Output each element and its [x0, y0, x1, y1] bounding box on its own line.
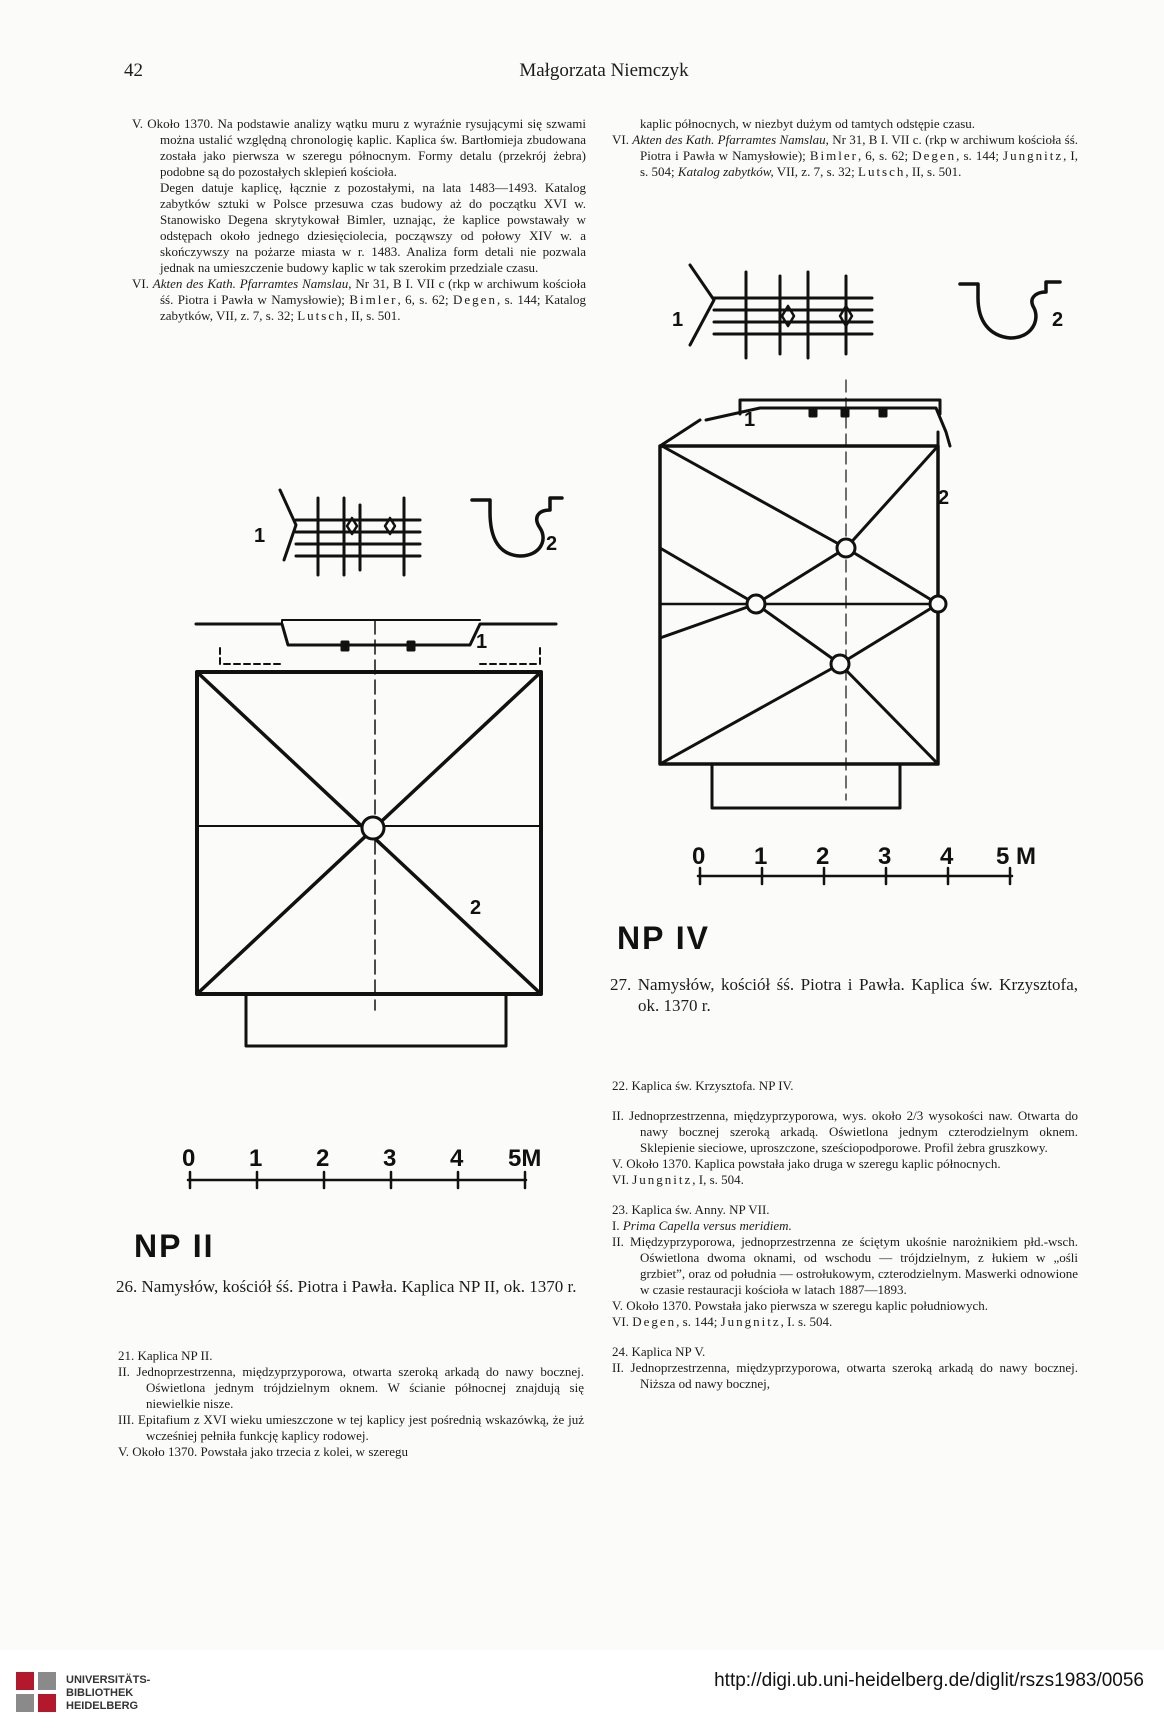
left-para-v: V. Około 1370. Na podstawie analizy wątku muru z wyraźnie rysującymi się szwami można ustalić względną chronologię kaplic. Kaplica św. Bartłomieja zbudowana została jako pierwsza w szeregu północnym. Formy detalu (przekrój żebra) podobne są do pozostałych sklepień kościoła. [132, 116, 586, 179]
np-iv-plan-marker-2: 2 [938, 487, 950, 509]
np-ii-label: NP II [134, 1228, 215, 1264]
section-24-title: 24. Kaplica NP V. [612, 1344, 706, 1359]
scale-tick-2: 2 [816, 843, 830, 870]
left-para-vi: VI. Akten des Kath. Pfarramtes Namslau, Nr 31, B I. VII c (rkp w archiwum kościoła śś. Piotra i Pawła w Namysłowie); Bimler, 6, s. 62; Degen, s. 144; Katalog zabytków, VII, z. 7, s. 32; Lutsch, II, s. 501. [132, 276, 587, 323]
section-22-title: 22. Kaplica św. Krzysztofa. NP IV. [612, 1078, 794, 1093]
section-23-title: 23. Kaplica św. Anny. NP VII. [612, 1202, 770, 1217]
section-22-ii: II. Jednoprzestrzenna, międzyprzyporowa, wys. około 2/3 wysokości naw. Otwarta do nawy bocznej szeroką arkadą. Oświetlona jednym czterodzielnym oknem. Sklepienie sieciowe, uproszczone, sześciopodporowe. Profil żebra gruszkowy. [612, 1108, 1078, 1155]
np-iv-scale-bar [698, 868, 1012, 884]
running-author: Małgorzata Niemczyk [519, 60, 689, 81]
np-ii-plan-marker-1: 1 [476, 631, 488, 653]
section-24-ii: II. Jednoprzestrzenna, międzyprzyporowa, otwarta szeroką arkadą do nawy bocznej. Niższa od nawy bocznej, [612, 1360, 1078, 1391]
section-22-vi: VI. Jungnitz, I, s. 504. [612, 1172, 744, 1187]
np-iv-scale-labels [692, 843, 1036, 870]
scale-tick-3: 3 [383, 1145, 397, 1172]
scale-tick-4: 4 [940, 843, 954, 870]
section-21-iii: III. Epitafium z XVI wieku umieszczone w tej kaplicy jest pośrednią wskazówką, że już wcześniej pełniła funkcję kaplicy rodowej. [118, 1412, 584, 1443]
viewer-footer [0, 1650, 1164, 1732]
permalink-url[interactable]: http://digi.ub.uni-heidelberg.de/diglit/rszs1983/0056 [714, 1670, 1144, 1691]
section-23-ii: II. Międzyprzyporowa, jednoprzestrzenna ze ściętym ukośnie narożnikiem płd.-wsch. Oświetlona dwoma oknami, od wschodu — trójdzielnym, z łukiem w „ośli grzbiet”, oraz od południa — ostrołukowym, czterodzielnym. Maswerki odnowione w czasie restauracji kościoła w latach 1887—1893. [612, 1234, 1078, 1297]
np-iv-plan-marker-1: 1 [744, 409, 756, 431]
section-23-vi: VI. Degen, s. 144; Jungnitz, I. s. 504. [612, 1314, 833, 1329]
section-22-v: V. Około 1370. Kaplica powstała jako druga w szeregu kaplic północnych. [612, 1156, 1001, 1171]
scale-tick-1: 1 [249, 1145, 263, 1172]
figure-27-caption: 27. Namysłów, kościół śś. Piotra i Pawła. Kaplica św. Krzysztofa, ok. 1370 r. [610, 975, 1078, 1015]
university-logo-icon [14, 1670, 58, 1714]
university-logo-text: UNIVERSITÄTS- BIBLIOTHEK HEIDELBERG [66, 1674, 151, 1712]
scale-tick-5m: 5 M [996, 843, 1037, 870]
np-iv-marker-1: 1 [672, 309, 684, 331]
figure-26-caption: 26. Namysłów, kościół śś. Piotra i Pawła. Kaplica NP II, ok. 1370 r. [116, 1277, 577, 1296]
section-23-v: V. Około 1370. Powstała jako pierwsza w szeregu kaplic południowych. [612, 1298, 988, 1313]
np-ii-marker-2: 2 [546, 533, 558, 555]
page-number: 42 [124, 60, 143, 81]
np-iv-label: NP IV [617, 920, 710, 956]
scale-tick-0: 0 [182, 1145, 196, 1172]
right-para-vi: VI. Akten des Kath. Pfarramtes Namslau, Nr 31, B I. VII c. (rkp w archiwum kościoła śś. Piotra i Pawła w Namysłowie); Bimler, 6, s. 62; Degen, s. 144; Jungnitz, I, s. 504; Katalog zabytków, VII, z. 7, s. 32; Lutsch, II, s. 501. [612, 132, 1079, 179]
np-ii-marker-1: 1 [254, 525, 266, 547]
scale-tick-2: 2 [316, 1145, 330, 1172]
section-21-v: V. Około 1370. Powstała jako trzecia z kolei, w szeregu [118, 1444, 409, 1459]
np-iv-rib-profile-2 [960, 282, 1060, 338]
section-23-i: I. Prima Capella versus meridiem. [612, 1218, 792, 1233]
section-21-title: 21. Kaplica NP II. [118, 1348, 213, 1363]
section-21 [118, 1348, 584, 1460]
np-ii-plan-marker-2: 2 [470, 897, 482, 919]
left-para-degen: Degen datuje kaplicę, łącznie z pozostałymi, na lata 1483—1493. Katalog zabytków sztuki w Polsce przesuwa czas budowy aż do początku XVI w. Stanowisko Degena skrytykował Bimler, uznając, że kaplice powstawały w odstępach około jednego dziesięciolecia, począwszy od połowy XIV w. a skończywszy na pożarze miasta w r. 1483. Analiza form detali nie pozwala jednak na umieszczenie budowy kaplic w tak szerokim przedziale czasu. [160, 180, 586, 275]
np-iv-rib-detail-1 [690, 265, 872, 358]
scale-tick-4: 4 [450, 1145, 464, 1172]
scale-tick-3: 3 [878, 843, 892, 870]
scale-tick-1: 1 [754, 843, 768, 870]
right-para-continued: kaplic północnych, w niezbyt dużym od tamtych odstępie czasu. [640, 116, 976, 131]
sections-22-24 [612, 1078, 1078, 1392]
section-21-ii: II. Jednoprzestrzenna, międzyprzyporowa, otwarta szeroką arkadą do nawy bocznej. Oświetlona jednym trójdzielnym oknem. W ścianie północnej znajdują się niewielkie nisze. [118, 1364, 584, 1411]
np-iv-plan [660, 380, 950, 808]
scale-tick-5m: 5M [508, 1145, 542, 1172]
np-iv-marker-2: 2 [1052, 309, 1064, 331]
scale-tick-0: 0 [692, 843, 706, 870]
